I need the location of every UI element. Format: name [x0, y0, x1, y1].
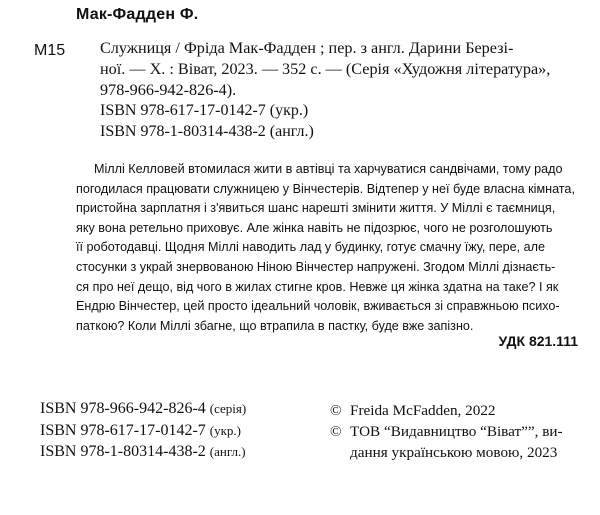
annotation-line: пристойна зарплатня і з'явиться шанс нарешті змінити життя. У Міллі є таємниця, [76, 201, 556, 216]
isbn-entry [40, 398, 246, 420]
copyright-icon: © [330, 402, 342, 419]
annotation-text [76, 160, 582, 336]
annotation-line: ся про неї дещо, від чого в жилах стигне кров. Невже ця жінка здатна на таке? І як [76, 279, 559, 294]
isbn-entry: ISBN 978-1-80314-438-2 (англ.) [100, 123, 314, 140]
copyright-block [330, 400, 592, 463]
isbn-entry: ISBN 978-617-17-0142-7 (укр.) [100, 102, 309, 119]
copyright-row [330, 400, 592, 421]
udk-code: УДК 821.111 [498, 333, 578, 349]
copyright-author: Freida McFadden, 2022 [350, 402, 496, 419]
bib-line: 978-966-942-826-4). [100, 81, 237, 99]
classification-code: М15 [34, 42, 66, 59]
isbn-entry [40, 420, 246, 442]
annotation-line: паткою? Коли Міллі збагне, що втрапила в пастку, буде вже запізно. [76, 318, 474, 333]
annotation-line: Ендрю Вінчестер, цей просто ідеальний чоловік, вживається зі справжньою психо- [76, 299, 560, 314]
author-heading: Мак-Фадден Ф. [76, 6, 199, 23]
copyright-row [330, 421, 592, 442]
bibliographic-description [100, 38, 588, 101]
isbn-list-top [100, 100, 314, 142]
bib-line: ної. — Х. : Віват, 2023. — 352 с. — (Серія «Художня література», [100, 60, 551, 78]
copyright-row: дання українською мовою, 2023 [350, 444, 558, 461]
annotation-line: яку вона ретельно приховує. Але жінка навіть не підозрює, чого не розголошують [76, 220, 553, 235]
isbn-note: (англ.) [209, 444, 246, 459]
annotation-line: стосунки з украй знервованою Ніною Вінчестер напружені. Згодом Міллі дізнаєть- [76, 259, 556, 274]
bib-line: Служниця / Фріда Мак-Фадден ; пер. з англ. Дарини Березі- [100, 39, 514, 57]
annotation-line: Міллі Келловей втомилася жити в автівці та харчуватися сандвічами, тому радо [94, 162, 563, 176]
isbn-number: ISBN 978-1-80314-438-2 [40, 443, 206, 460]
copyright-icon: © [330, 423, 342, 440]
isbn-entry [40, 441, 246, 463]
isbn-note: (укр.) [209, 422, 241, 438]
isbn-list-bottom [40, 398, 246, 463]
annotation-line: її роботодавці. Щодня Міллі наводить лад у будинку, готує смачну їжу, пере, але [76, 240, 546, 255]
copyright-publisher: ТОВ “Видавництво “Віват””, ви- [350, 423, 563, 440]
isbn-number: ISBN 978-966-942-826-4 [40, 400, 206, 417]
isbn-note: (серія) [209, 401, 247, 416]
isbn-number: ISBN 978-617-17-0142-7 [40, 421, 206, 439]
annotation-line: погодилася працювати служницею у Вінчестерів. Відтепер у неї буде власна кімната, [76, 181, 575, 196]
